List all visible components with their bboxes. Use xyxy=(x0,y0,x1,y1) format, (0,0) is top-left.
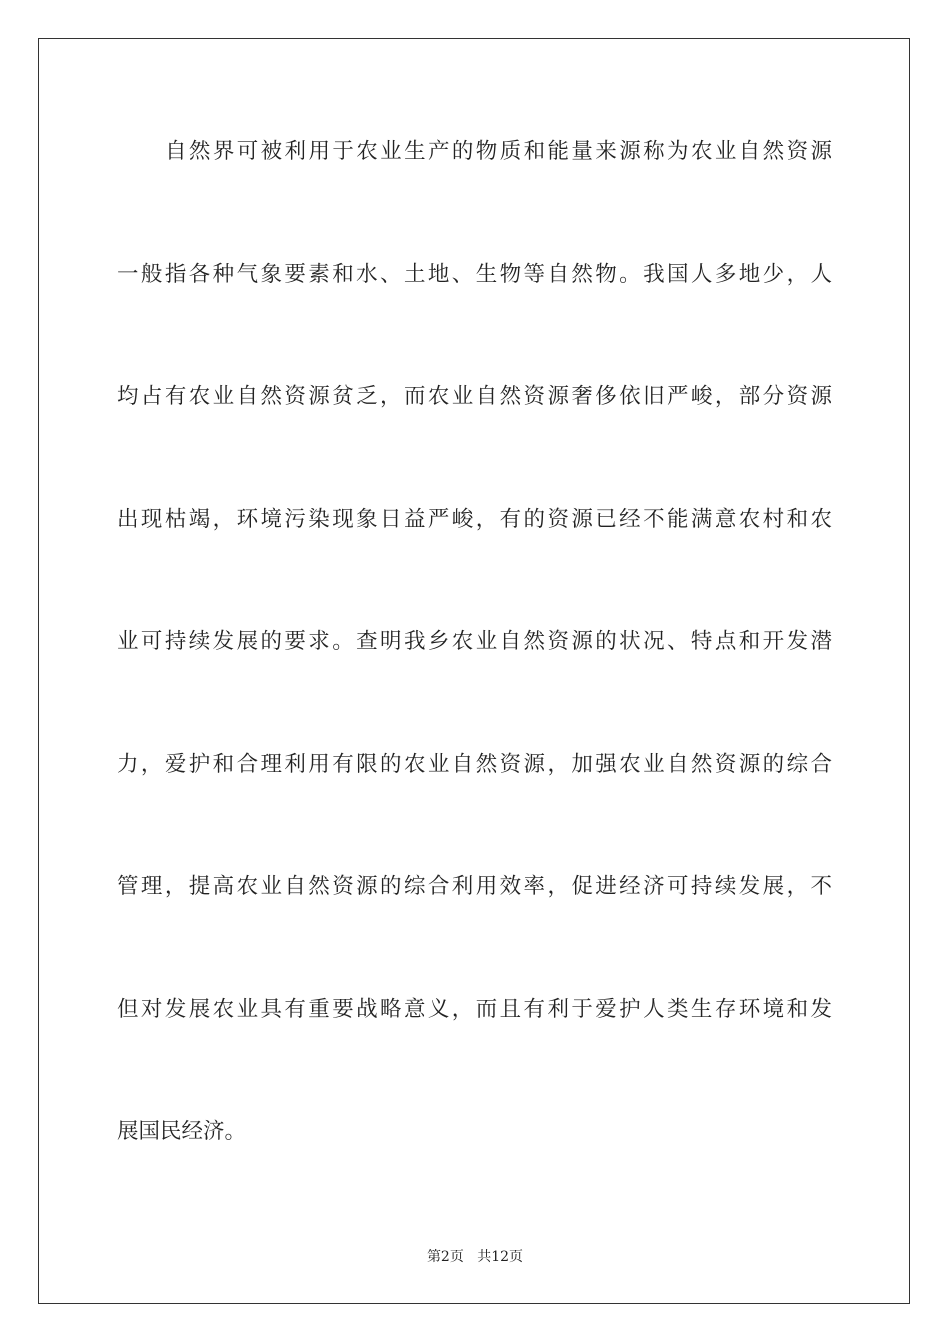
paragraph-line: 业可持续发展的要求。查明我乡农业自然资源的状况、特点和开发潜 xyxy=(117,629,832,654)
paragraph-line: 力，爱护和合理利用有限的农业自然资源，加强农业自然资源的综合 xyxy=(117,751,832,777)
paragraph-line: 展国民经济。 xyxy=(117,1119,247,1144)
paragraph-line: 但对发展农业具有重要战略意义，而且有利于爱护人类生存环境和发 xyxy=(117,996,832,1022)
page-footer xyxy=(0,1246,950,1266)
paragraph-line: 管理，提高农业自然资源的综合利用效率，促进经济可持续发展，不 xyxy=(117,874,832,899)
paragraph-line: 均占有农业自然资源贫乏，而农业自然资源奢侈依旧严峻，部分资源 xyxy=(117,384,832,409)
page-total: 共12页 xyxy=(477,1249,524,1265)
paragraph-line: 出现枯竭，环境污染现象日益严峻，有的资源已经不能满意农村和农 xyxy=(117,506,832,532)
paragraph-line: 一般指各种气象要素和水、土地、生物等自然物。我国人多地少，人 xyxy=(117,261,832,287)
page-number: 第2页 xyxy=(426,1249,464,1265)
document-body xyxy=(117,127,832,1230)
paragraph-line: 自然界可被利用于农业生产的物质和能量来源称为农业自然资源 xyxy=(165,139,832,164)
